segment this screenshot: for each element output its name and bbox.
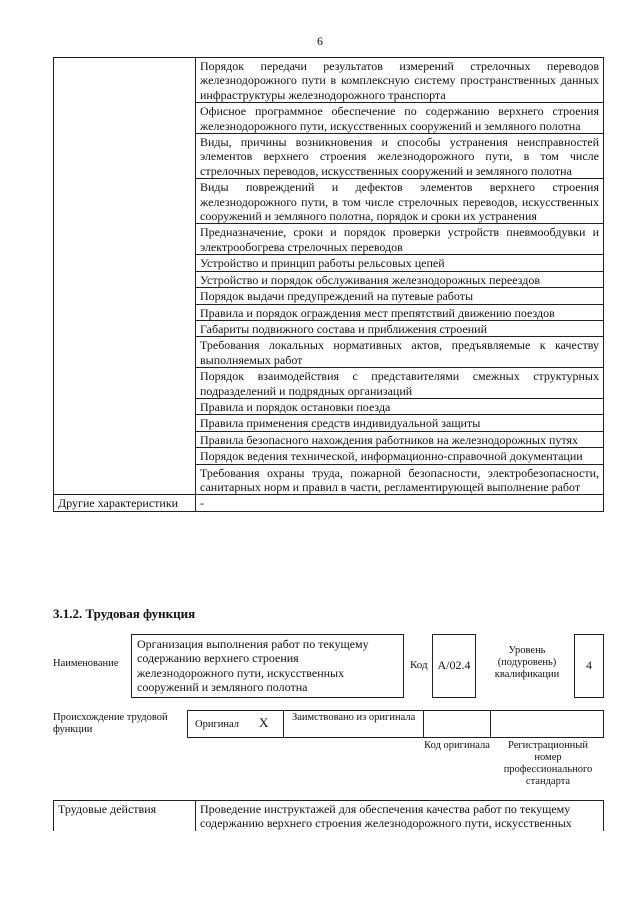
knowledge-item: Правила применения средств индивидуальной защиты (196, 415, 604, 431)
code-value: А/02.4 (437, 658, 471, 672)
code-label: Код (410, 659, 428, 671)
level-box (574, 634, 604, 698)
knowledge-item: Устройство и порядок обслуживания железнодорожных переездов (196, 271, 604, 287)
knowledge-item: Устройство и принцип работы рельсовых цепей (196, 255, 604, 271)
function-name: Организация выполнения работ по текущему содержанию верхнего строения железнодорожного пути, искусственных сооружений и земляного полотна (137, 637, 369, 695)
knowledge-item: Правила и порядок остановки поезда (196, 398, 604, 414)
name-box (131, 634, 404, 698)
knowledge-item: Порядок взаимодействия с представителями смежных структурных подразделений и подрядных организаций (196, 368, 604, 399)
code-original-caption: Код оригинала (424, 740, 490, 751)
knowledge-item: Правила и порядок ограждения мест препятствий движению поездов (196, 304, 604, 320)
origin-divider-2 (423, 710, 424, 738)
section-title: 3.1.2. Трудовая функция (53, 606, 196, 621)
borrowed-label: Заимствовано из оригинала (292, 712, 416, 723)
code-box (432, 634, 476, 698)
knowledge-item: Порядок передачи результатов измерений стрелочных переводов железнодорожного пути в комплексную систему пространственных данных инфраструктуры железнодорожного транспорта (196, 58, 604, 103)
knowledge-item: Правила безопасного нахождения работников на железнодорожных путях (196, 431, 604, 447)
knowledge-item: Порядок выдачи предупреждений на путевые работы (196, 288, 604, 304)
original-mark: X (259, 715, 269, 730)
knowledge-item: Порядок ведения технической, информационно-справочной документации (196, 448, 604, 464)
knowledge-item: Виды повреждений и дефектов элементов верхнего строения железнодорожного пути, в том числе стрелочных переводов, искусственных сооружений и земляного полотна, порядок и сроки их устранения (196, 179, 604, 224)
name-label: Наименование (53, 658, 119, 669)
actions-table (53, 800, 604, 831)
level-label: Уровень (подуровень) квалификации (494, 645, 560, 680)
knowledge-item: Офисное программное обеспечение по содержанию верхнего строения железнодорожного пути, искусственных сооружений и земляного полотна (196, 103, 604, 134)
knowledge-item: Виды, причины возникновения и способы устранения неисправностей элементов верхнего строения железнодорожного пути, в том числе стрелочных переводов, искусственных сооружений и земляного полотна (196, 134, 604, 179)
knowledge-table (53, 57, 604, 512)
knowledge-item: Требования охраны труда, пожарной безопасности, электробезопасности, санитарных норм и правил в части, регламентирующей выполнение работ (196, 464, 604, 495)
knowledge-item: Предназначение, сроки и порядок проверки устройств пневмообдувки и электрообогрева стрелочных переводов (196, 224, 604, 255)
other-characteristics-value: - (196, 495, 604, 511)
origin-label: Происхождение трудовой функции (53, 712, 168, 735)
knowledge-item: Требования локальных нормативных актов, предъявляемые к качеству выполняемых работ (196, 337, 604, 368)
actions-label: Трудовые действия (54, 801, 196, 831)
level-value: 4 (586, 658, 592, 672)
origin-divider-3 (490, 710, 491, 738)
origin-divider-1 (283, 710, 284, 738)
original-label: Оригинал (195, 719, 239, 730)
knowledge-row (54, 58, 604, 103)
page-number: 6 (317, 34, 323, 48)
reg-number-caption: Регистрационный номер профессионального стандарта (503, 740, 593, 787)
actions-item: Проведение инструктажей для обеспечения качества работ по текущему содержанию верхнего строения железнодорожного пути, искусственных (196, 801, 604, 831)
other-characteristics-row (54, 495, 604, 511)
knowledge-label-cell (54, 58, 196, 495)
knowledge-item: Габариты подвижного состава и приближения строений (196, 320, 604, 336)
other-characteristics-label: Другие характеристики (54, 495, 196, 511)
